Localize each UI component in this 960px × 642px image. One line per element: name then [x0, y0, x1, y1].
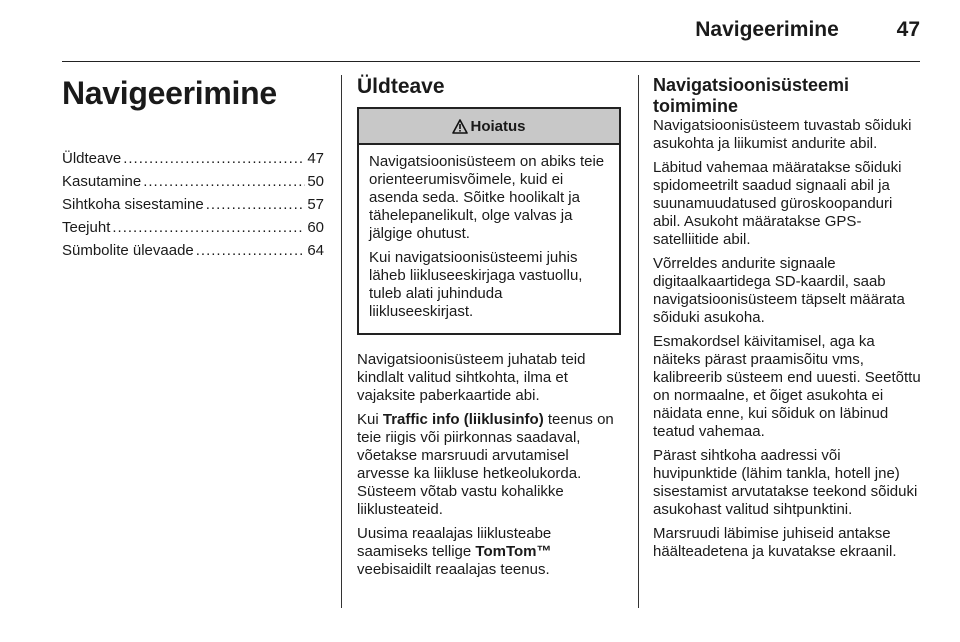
body-paragraph: Navigatsioonisüsteem tuvastab sõiduki asukohta ja liikumist andurite abil. [653, 117, 912, 152]
text-run: Kui [357, 411, 383, 428]
warning-label: Hoiatus [470, 117, 526, 135]
toc-entry-page: 47 [307, 150, 324, 167]
tomtom-term: TomTom™ [475, 543, 552, 560]
header-title: Navigeerimine [695, 18, 839, 41]
toc-entry-page: 64 [307, 242, 324, 259]
column-contents [62, 75, 324, 265]
toc-leader-dots [143, 173, 305, 190]
page-number: 47 [896, 18, 920, 41]
body-paragraph: Navigatsioonisüsteem juhatab teid kindlalt valitud sihtkohta, ilma et vajaksite paberkaartide abi. [357, 351, 586, 404]
text-run: teenus on teie riigis või piirkonnas saadaval, võetakse marsruudi arvutamisel arvesse ka liikluse hetkeolukorda. Süsteem võtab vastu kohalikke liiklusteateid. [357, 411, 614, 518]
warning-header [359, 109, 619, 145]
warning-box [357, 107, 621, 335]
toc-entry-label: Sihtkoha sisestamine [62, 196, 204, 213]
warning-paragraph: Kui navigatsioonisüsteemi juhis läheb liikluseeskirjaga vastuollu, tuleb alati juhinduda liikluseeskirjast. [369, 249, 583, 320]
body-paragraph: Võrreldes andurite signaale digitaalkaartidega SD-kaardil, saab navigatsioonisüsteem täpselt määrata sõiduki asukoha. [653, 255, 905, 326]
traffic-info-term: Traffic info (liiklusinfo) [382, 411, 544, 428]
body-paragraph: Esmakordsel käivitamisel, aga ka näiteks pärast praamisõitu vms, kalibreerib süsteem end uuesti. Seetõttu on normaalne, et õiget asukohta ei näidata enne, kui sõiduk on läbinud teatud vahemaa. [653, 333, 921, 440]
warning-paragraph: Navigatsioonisüsteem on abiks teie orienteerumisvõimele, kuid ei asenda seda. Sõitke hoolikalt ja tähelepanelikult, olge valvas ja jälgige ohutust. [369, 153, 605, 242]
toc-entry-page: 60 [307, 219, 324, 236]
toc-entry[interactable] [62, 150, 324, 173]
column-general-info [357, 75, 621, 585]
toc-leader-dots [196, 242, 306, 259]
body-paragraph [357, 525, 621, 579]
section-title: Üldteave [357, 75, 445, 98]
column-system-operation [653, 75, 921, 567]
body-paragraph: Marsruudi läbimise juhiseid antakse häälteadetena ja kuvatakse ekraanil. [653, 525, 897, 560]
header-rule [62, 61, 920, 62]
toc-entry[interactable] [62, 219, 324, 242]
toc-entry-page: 50 [307, 173, 324, 190]
text-run: Uusima reaalajas liiklusteabe saamiseks tellige [357, 525, 552, 560]
column-divider-1 [341, 75, 342, 608]
section-title: Navigatsioonisüsteemi toimimine [653, 75, 850, 116]
toc-leader-dots [123, 150, 305, 167]
chapter-title: Navigeerimine [62, 75, 277, 111]
toc-entry-label: Sümbolite ülevaade [62, 242, 194, 259]
warning-triangle-icon [452, 119, 468, 134]
toc-entry[interactable] [62, 196, 324, 219]
body-paragraph: Pärast sihtkoha aadressi või huvipunktide (lähim tankla, hotell jne) sisestamist arvutatakse teekond sõiduki asukohast valitud sihtpunktini. [653, 447, 918, 518]
toc-entry[interactable] [62, 173, 324, 196]
toc-leader-dots [206, 196, 306, 213]
toc-entry-label: Üldteave [62, 150, 122, 167]
column-divider-2 [638, 75, 639, 608]
toc-leader-dots [112, 219, 305, 236]
body-paragraph: Läbitud vahemaa määratakse sõiduki spidomeetrilt saadud signaali abil ja suunamuudatused güroskoopanduri abil. Asukoht määratakse GPS-satelliitide abil. [653, 159, 902, 248]
text-run: veebisaidilt reaalajas teenus. [357, 561, 550, 578]
running-header [695, 18, 920, 42]
toc-entry-label: Teejuht [62, 219, 111, 236]
body-paragraph [357, 411, 621, 519]
toc-entry-label: Kasutamine [62, 173, 142, 190]
toc-entry-page: 57 [307, 196, 324, 213]
table-of-contents [62, 150, 324, 265]
toc-entry[interactable] [62, 242, 324, 265]
warning-body [359, 145, 619, 333]
